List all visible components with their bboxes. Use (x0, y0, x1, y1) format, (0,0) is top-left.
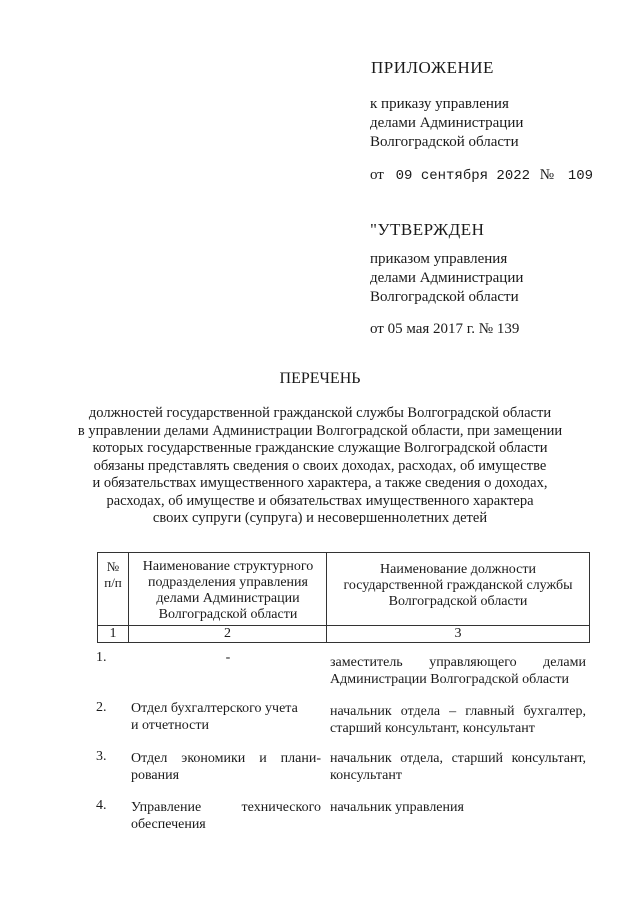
header-unit-line: делами Администрации (156, 591, 300, 606)
appendix-line-2: делами Администрации (370, 115, 524, 131)
description-line: должностей государственной гражданской службы Волгоградской области (88, 405, 552, 421)
header-position-line: Наименование должности (380, 562, 536, 577)
description-line: которых государственные гражданские служащие Волгоградской области (92, 440, 548, 456)
row-3-number: 3. (96, 749, 107, 764)
row-1-position (330, 654, 586, 688)
col-number-1: 1 (109, 626, 117, 641)
table-right-border (589, 552, 590, 642)
description-line: своих супруги (супруга) и несовершеннолетних детей (152, 510, 488, 526)
row-1-number: 1. (96, 650, 107, 665)
col-number-2: 2 (224, 626, 231, 641)
appendix-date: 09 сентября 2022 (395, 168, 531, 184)
row-2-position (330, 703, 586, 737)
row-1-unit: - (225, 650, 231, 665)
row-4-number: 4. (96, 798, 107, 813)
approved-line-2: делами Администрации (370, 270, 524, 286)
row-4-unit (131, 799, 321, 833)
description-line: в управлении делами Администрации Волгоградской области, при замещении (77, 422, 563, 439)
row-3-unit-line: Отдел экономики и плани- (131, 751, 321, 766)
appendix-line-1: к приказу управления (370, 96, 509, 112)
appendix-number: 109 (567, 168, 594, 184)
row-2-position-line: начальник отдела – главный бухгалтер, (330, 704, 586, 719)
list-description (60, 405, 580, 528)
table-colnum-rule (97, 642, 590, 643)
row-3-unit (131, 750, 321, 784)
appendix-line-3: Волгоградской области (370, 134, 519, 150)
header-number-pp: п/п (104, 575, 122, 590)
header-position-line: государственной гражданской службы (343, 578, 573, 593)
appendix-date-line (370, 166, 593, 186)
row-2-unit-line: Отдел бухгалтерского учета (131, 701, 298, 716)
approved-line-1: приказом управления (370, 251, 508, 267)
appendix-number-sign: № (539, 167, 555, 183)
header-unit-line: Волгоградской области (158, 607, 298, 622)
row-1-position-line: заместитель управляющего делами (330, 655, 586, 670)
appendix-title: ПРИЛОЖЕНИЕ (371, 58, 494, 77)
row-4-position: начальник управления (330, 800, 464, 815)
row-3-position (330, 750, 586, 784)
approved-line-3: Волгоградской области (370, 289, 519, 305)
header-position (327, 562, 589, 610)
appendix-date-prefix: от (370, 167, 384, 183)
description-line: расходах, об имуществе и обязательствах имущественного характера (106, 492, 534, 509)
row-4-unit-line: Управление технического (131, 800, 321, 815)
description-line: и обязательствах имущественного характера, а также сведения о доходах, (92, 475, 548, 491)
row-1-position-line: Администрации Волгоградской области (330, 672, 569, 687)
table-top-rule (97, 552, 590, 553)
row-2-number: 2. (96, 700, 107, 715)
header-unit-line: Наименование структурного (142, 559, 314, 574)
header-number-sign: № (106, 559, 120, 574)
row-3-position-line: начальник отдела, старший консультант, (330, 751, 586, 766)
header-unit (130, 559, 326, 623)
approved-date-line: от 05 мая 2017 г. № 139 (370, 321, 520, 337)
description-line: обязаны представлять сведения о своих доходах, расходах, об имуществе (93, 457, 547, 474)
list-heading: ПЕРЕЧЕНЬ (279, 370, 361, 387)
row-3-position-line: консультант (330, 768, 402, 783)
row-4-unit-line: обеспечения (131, 817, 206, 832)
approved-title: "УТВЕРЖДЕН (370, 220, 485, 239)
row-3-unit-line: рования (131, 768, 180, 783)
header-number (98, 559, 128, 591)
col-number-3: 3 (454, 626, 462, 641)
header-position-line: Волгоградской области (388, 594, 528, 609)
row-2-unit-line: и отчетности (131, 718, 209, 733)
header-unit-line: подразделения управления (148, 575, 308, 590)
row-2-unit (131, 700, 321, 734)
row-2-position-line: старший консультант, консультант (330, 721, 535, 736)
